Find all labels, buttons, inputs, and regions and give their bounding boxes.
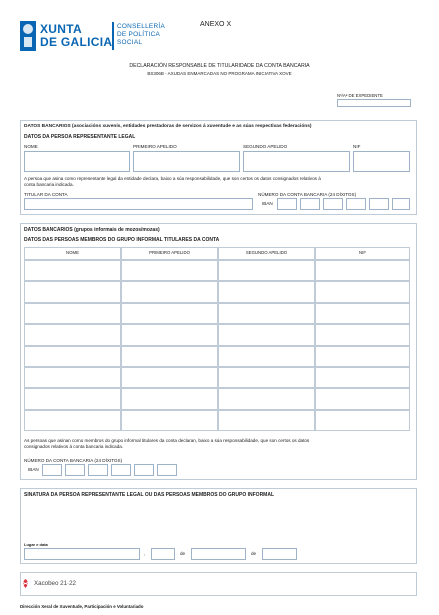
expediente-label: Nº/Aª DE EXPEDIENTE	[337, 93, 383, 98]
section1-declaration-line-1: A persoa que asina como representante legal da entidade declara, baixo a súa responsabilidade, que son certos os datos consignados relativos á	[24, 176, 321, 181]
xacobeo-text: Xacobeo 21·22	[34, 580, 76, 587]
year-field[interactable]	[262, 548, 297, 560]
segundo-apelido-field[interactable]	[243, 151, 350, 172]
place-date-label: Lugar e data	[24, 542, 48, 547]
group-account-group-2[interactable]	[88, 464, 108, 476]
brand-line-1: XUNTA	[40, 22, 82, 36]
account-group-3[interactable]	[346, 198, 366, 210]
table-cell[interactable]	[24, 346, 121, 367]
group-account-number-label: NÚMERO DA CONTA BANCARIA (24 DÍXITOS)	[24, 458, 123, 463]
annex-label: ANEXO X	[200, 21, 232, 28]
table-cell[interactable]	[218, 260, 315, 281]
table-cell[interactable]	[315, 281, 410, 302]
members-table	[24, 247, 410, 431]
table-cell[interactable]	[121, 260, 218, 281]
col-header-nif-label: NIF	[359, 250, 366, 255]
col-header-segundo-apelido-label: SEGUNDO APELIDO	[245, 250, 288, 255]
table-cell[interactable]	[218, 324, 315, 345]
document-subtitle: BS306B - AXUDAS ENMARCADAS NO PROGRAMA INICIATIVA XOVE	[147, 71, 292, 76]
table-cell[interactable]	[24, 281, 121, 302]
col-header-primeiro-apelido-label: PRIMEIRO APELIDO	[149, 250, 190, 255]
group-iban-label: IBAN	[28, 467, 39, 472]
table-cell[interactable]	[218, 303, 315, 324]
place-field[interactable]	[24, 548, 140, 560]
table-cell[interactable]	[24, 324, 121, 345]
section2-declaration	[24, 438, 414, 449]
coat-of-arms-icon	[20, 21, 36, 51]
group-account-group-3[interactable]	[111, 464, 131, 476]
col-header-primeiro-apelido	[121, 247, 218, 260]
table-cell[interactable]	[315, 303, 410, 324]
table-cell[interactable]	[315, 324, 410, 345]
table-cell[interactable]	[24, 410, 121, 431]
department-line-2: DE POLÍTICA	[117, 31, 161, 38]
xacobeo-icon	[20, 578, 31, 589]
account-group-5[interactable]	[392, 198, 410, 210]
table-cell[interactable]	[24, 303, 121, 324]
titular-label: TITULAR DA CONTA	[24, 192, 68, 197]
table-cell[interactable]	[218, 281, 315, 302]
table-cell[interactable]	[315, 260, 410, 281]
table-cell[interactable]	[218, 388, 315, 409]
section3-heading: SINATURA DA PERSOA REPRESENTANTE LEGAL OU DAS PERSOAS MEMBROS DO GRUPO INFORMAL	[24, 492, 275, 498]
group-account-group-4[interactable]	[134, 464, 154, 476]
expediente-field[interactable]	[337, 99, 411, 107]
day-field[interactable]	[151, 548, 175, 560]
table-cell[interactable]	[121, 281, 218, 302]
section2-declaration-line-1: As persoas que asinan como membros do grupo informal titulares da conta declaran, baixo a súa responsabilidade, que son certos os datos	[24, 438, 310, 443]
col-header-nif	[315, 247, 410, 260]
month-field[interactable]	[191, 548, 246, 560]
section2-declaration-line-2: consignados relativos á conta bancaria indicada.	[24, 443, 124, 449]
de-label-2: de	[251, 551, 257, 556]
primeiro-apelido-field[interactable]	[133, 151, 240, 172]
de-label-1: de	[180, 551, 186, 556]
table-cell[interactable]	[121, 410, 218, 431]
xunta-logo	[20, 20, 210, 54]
document-title: DECLARACIÓN RESPONSABLE DE TITULARIDADE DA CONTA BANCARIA	[129, 63, 310, 69]
table-cell[interactable]	[121, 367, 218, 388]
col-header-segundo-apelido	[218, 247, 315, 260]
logo-divider	[112, 22, 114, 50]
footer-text: Dirección Xeral de Xuventude, Participación e Voluntariado	[20, 604, 144, 609]
table-cell[interactable]	[121, 303, 218, 324]
group-account-group-1[interactable]	[65, 464, 85, 476]
col-header-nome-label: NOME	[66, 250, 79, 255]
department-line-1: CONSELLERÍA	[117, 23, 166, 30]
account-group-2[interactable]	[323, 198, 343, 210]
section1-declaration-line-2: conta bancaria indicada.	[24, 181, 74, 187]
comma-separator: ,	[144, 551, 146, 556]
titular-field[interactable]	[24, 198, 253, 210]
table-cell[interactable]	[218, 410, 315, 431]
table-cell[interactable]	[24, 367, 121, 388]
col-header-nome	[24, 247, 121, 260]
table-cell[interactable]	[24, 260, 121, 281]
account-number-label: NÚMERO DA CONTA BANCARIA (24 DÍXITOS)	[258, 192, 357, 197]
table-cell[interactable]	[218, 367, 315, 388]
department-name	[117, 23, 165, 47]
group-account-group-5[interactable]	[157, 464, 177, 476]
table-cell[interactable]	[218, 346, 315, 367]
table-cell[interactable]	[315, 410, 410, 431]
group-iban-field[interactable]	[42, 464, 62, 476]
department-line-3: SOCIAL	[117, 39, 143, 46]
table-cell[interactable]	[121, 388, 218, 409]
section1-declaration	[24, 176, 414, 187]
table-cell[interactable]	[121, 324, 218, 345]
primeiro-apelido-label: PRIMEIRO APELIDO	[133, 144, 177, 149]
section2-heading: DATOS BANCARIOS (grupos informais de mozos/mozas)	[24, 227, 160, 233]
xacobeo-logo	[20, 578, 100, 590]
account-group-4[interactable]	[369, 198, 389, 210]
section2-subheading: DATOS DAS PERSOAS MEMBROS DO GRUPO INFORMAL TITULARES DA CONTA	[24, 237, 220, 243]
iban-field[interactable]	[277, 198, 297, 210]
nome-field[interactable]	[24, 151, 130, 172]
segundo-apelido-label: SEGUNDO APELIDO	[243, 144, 288, 149]
section1-heading: DATOS BANCARIOS (asociacións xuvenís, entidades prestadoras de servizos á xuventude e as súas respectivas federacións)	[24, 124, 312, 129]
account-group-1[interactable]	[300, 198, 320, 210]
nif-field[interactable]	[353, 151, 410, 172]
iban-label: IBAN	[262, 201, 273, 206]
brand-line-2: DE GALICIA	[40, 35, 113, 49]
section1-subheading: DATOS DA PERSOA REPRESENTANTE LEGAL	[24, 134, 136, 140]
table-cell[interactable]	[315, 346, 410, 367]
nome-label: NOME	[24, 144, 38, 149]
table-cell[interactable]	[315, 367, 410, 388]
table-cell[interactable]	[24, 388, 121, 409]
nif-label: NIF	[353, 144, 361, 149]
table-cell[interactable]	[121, 346, 218, 367]
table-cell[interactable]	[315, 388, 410, 409]
